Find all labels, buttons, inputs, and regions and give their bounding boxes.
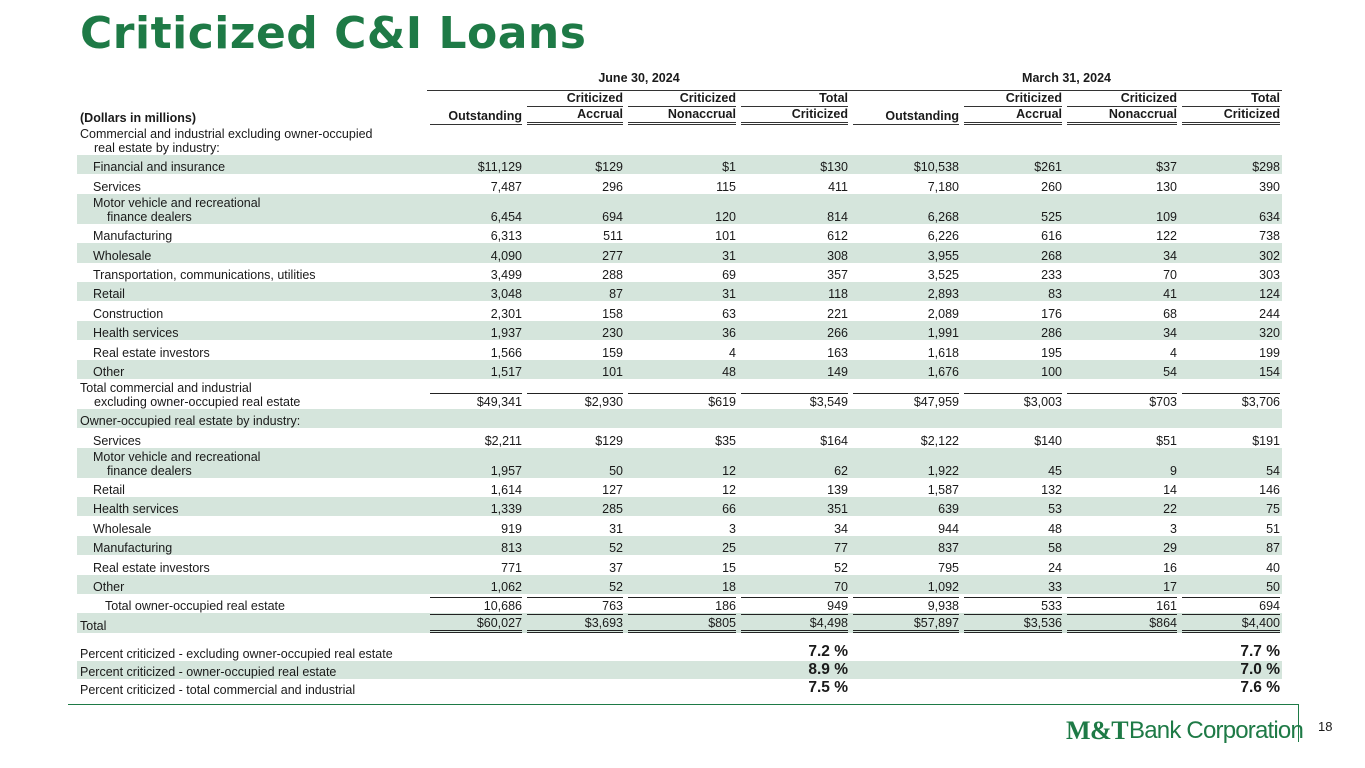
row-value: $11,129 bbox=[427, 155, 524, 174]
row-value: $298 bbox=[1179, 155, 1282, 174]
row-value: 308 bbox=[738, 243, 850, 262]
section-label: Commercial and industrial excluding owner-occupied real estate by industry: bbox=[80, 127, 373, 155]
row-value: 50 bbox=[1179, 575, 1282, 594]
row-value: 36 bbox=[625, 321, 738, 340]
row-value: 101 bbox=[715, 229, 736, 244]
row-value: 31 bbox=[625, 243, 738, 262]
row-value: 83 bbox=[961, 282, 1064, 301]
percent-row bbox=[77, 661, 1282, 679]
row-value: $2,211 bbox=[484, 433, 522, 448]
oo-total-row bbox=[77, 594, 1282, 613]
row-label: Total commercial and industrial excluding owner-occupied real estate bbox=[80, 380, 301, 409]
row-value: 158 bbox=[602, 306, 623, 321]
row-value: 52 bbox=[524, 536, 625, 555]
row-value: 159 bbox=[602, 345, 623, 360]
row-value: 6,226 bbox=[927, 229, 959, 244]
percent-row bbox=[77, 679, 1282, 697]
row-value: 9,938 bbox=[850, 594, 961, 613]
row-value: 3,499 bbox=[490, 267, 522, 282]
row-value: 9 bbox=[1064, 448, 1179, 478]
row-value: 120 bbox=[625, 194, 738, 224]
row-label: Services bbox=[93, 179, 141, 194]
row-value: 533 bbox=[961, 594, 1064, 613]
row-value: 54 bbox=[1064, 360, 1179, 379]
row-value: $35 bbox=[715, 433, 736, 448]
table-row bbox=[77, 243, 1282, 262]
row-value: 70 bbox=[1163, 267, 1177, 282]
row-value: 22 bbox=[1064, 497, 1179, 516]
row-value: 33 bbox=[961, 575, 1064, 594]
row-value: 139 bbox=[827, 483, 848, 498]
row-value: 285 bbox=[524, 497, 625, 516]
row-value: 525 bbox=[961, 194, 1064, 224]
row-value: 109 bbox=[1064, 194, 1179, 224]
row-value: 66 bbox=[625, 497, 738, 516]
row-value: 25 bbox=[625, 536, 738, 555]
row-value: $2,122 bbox=[920, 433, 959, 448]
row-value: 12 bbox=[722, 483, 736, 498]
row-value: 50 bbox=[524, 448, 625, 478]
row-value: 31 bbox=[609, 521, 623, 536]
percent-label: Percent criticized - excluding owner-occupied real estate bbox=[80, 646, 393, 661]
row-value: 1,517 bbox=[427, 360, 524, 379]
row-value: $4,400 bbox=[1179, 613, 1282, 632]
row-value: $864 bbox=[1064, 613, 1179, 632]
row-label: Retail bbox=[93, 483, 125, 498]
row-value: 1,062 bbox=[427, 575, 524, 594]
row-label: Retail bbox=[77, 282, 427, 301]
row-label: Motor vehicle and recreational finance dealers bbox=[77, 194, 427, 224]
table-row bbox=[77, 224, 1282, 243]
row-value: 944 bbox=[938, 521, 959, 536]
row-value: 268 bbox=[961, 243, 1064, 262]
table-row bbox=[77, 263, 1282, 282]
percent-value-march: 7.7 % bbox=[1240, 642, 1281, 660]
row-value: 18 bbox=[625, 575, 738, 594]
row-label: Other bbox=[77, 575, 427, 594]
row-value: 31 bbox=[625, 282, 738, 301]
row-value: 616 bbox=[1041, 229, 1062, 244]
table-row bbox=[77, 321, 1282, 340]
row-value: $3,706 bbox=[1179, 379, 1282, 409]
table-row bbox=[77, 360, 1282, 379]
col-crit-accrual-1: Criticized Accrual bbox=[524, 91, 625, 125]
row-value: 101 bbox=[524, 360, 625, 379]
column-header-row bbox=[77, 91, 1282, 125]
table-row bbox=[77, 340, 1282, 359]
row-value: 176 bbox=[1041, 306, 1062, 321]
row-label: Wholesale bbox=[93, 521, 152, 536]
table-row bbox=[77, 497, 1282, 516]
page-number: 18 bbox=[1318, 719, 1333, 734]
row-value: 69 bbox=[722, 267, 736, 282]
table-row bbox=[77, 194, 1282, 224]
row-label: Real estate investors bbox=[93, 560, 210, 575]
row-value: 3 bbox=[1170, 521, 1177, 536]
row-value: 24 bbox=[1048, 560, 1062, 575]
col-total-crit-1: Total Criticized bbox=[738, 91, 850, 125]
row-value: 3,955 bbox=[850, 243, 961, 262]
dollars-label: (Dollars in millions) bbox=[80, 111, 196, 125]
row-value: 1,566 bbox=[490, 345, 522, 360]
row-value: 17 bbox=[1064, 575, 1179, 594]
row-value: 303 bbox=[1259, 267, 1281, 282]
row-label: Services bbox=[93, 433, 141, 448]
row-value: 115 bbox=[716, 179, 736, 194]
col-outstanding-1: Outstanding bbox=[427, 91, 524, 125]
row-value: 612 bbox=[827, 229, 848, 244]
row-value: 511 bbox=[603, 229, 623, 244]
table-row bbox=[77, 155, 1282, 174]
row-value: 813 bbox=[427, 536, 524, 555]
row-value: $4,498 bbox=[738, 613, 850, 632]
row-value: 230 bbox=[524, 321, 625, 340]
row-value: 58 bbox=[961, 536, 1064, 555]
row-value: 795 bbox=[938, 560, 959, 575]
period-june-2024: June 30, 2024 bbox=[427, 66, 850, 91]
row-value: 16 bbox=[1163, 560, 1177, 575]
row-value: 266 bbox=[738, 321, 850, 340]
table-row bbox=[77, 174, 1282, 193]
row-value: 2,893 bbox=[850, 282, 961, 301]
row-value: 132 bbox=[1041, 483, 1062, 498]
row-value: $49,341 bbox=[427, 379, 524, 409]
row-value: 146 bbox=[1259, 483, 1281, 498]
table-row bbox=[77, 448, 1282, 478]
row-value: 6,454 bbox=[427, 194, 524, 224]
row-value: 12 bbox=[625, 448, 738, 478]
table-row bbox=[77, 555, 1282, 574]
period-header-row bbox=[77, 66, 1282, 91]
row-value: 1,614 bbox=[490, 483, 522, 498]
row-value: 7,487 bbox=[490, 179, 522, 194]
col-crit-nonaccrual-2: Criticized Nonaccrual bbox=[1064, 91, 1179, 125]
row-value: 37 bbox=[609, 560, 623, 575]
percent-value-march: 7.6 % bbox=[1240, 678, 1281, 696]
row-value: 75 bbox=[1179, 497, 1282, 516]
row-value: 221 bbox=[827, 306, 848, 321]
col-outstanding-2: Outstanding bbox=[850, 91, 961, 125]
row-value: 199 bbox=[1259, 345, 1281, 360]
row-value: 48 bbox=[625, 360, 738, 379]
row-value: 2,301 bbox=[490, 306, 522, 321]
row-value: 52 bbox=[524, 575, 625, 594]
row-value: 1,957 bbox=[427, 448, 524, 478]
row-value: 949 bbox=[738, 594, 850, 613]
table-row bbox=[77, 428, 1282, 447]
col-total-crit-2: Total Criticized bbox=[1179, 91, 1282, 125]
row-value: 639 bbox=[850, 497, 961, 516]
row-value: 6,313 bbox=[490, 229, 522, 244]
row-value: $3,549 bbox=[738, 379, 850, 409]
percent-row bbox=[77, 643, 1282, 661]
row-value: 4 bbox=[1170, 345, 1177, 360]
section-label-row bbox=[77, 125, 1282, 155]
row-value: $3,003 bbox=[961, 379, 1064, 409]
row-label: Total owner-occupied real estate bbox=[105, 599, 285, 614]
row-value: 87 bbox=[1179, 536, 1282, 555]
row-value: 63 bbox=[722, 306, 736, 321]
percent-value-march: 7.0 % bbox=[1179, 661, 1282, 679]
row-value: 837 bbox=[850, 536, 961, 555]
table-row bbox=[77, 536, 1282, 555]
row-label: Financial and insurance bbox=[77, 155, 427, 174]
row-value: $3,693 bbox=[524, 613, 625, 632]
row-value: 6,268 bbox=[850, 194, 961, 224]
company-logo: M&T Bank Corporation bbox=[1066, 716, 1304, 745]
row-value: 763 bbox=[524, 594, 625, 613]
row-value: 1,339 bbox=[427, 497, 524, 516]
row-value: 154 bbox=[1179, 360, 1282, 379]
row-value: 48 bbox=[1048, 521, 1062, 536]
row-value: $47,959 bbox=[850, 379, 961, 409]
row-value: $191 bbox=[1252, 433, 1281, 448]
row-label: Manufacturing bbox=[93, 229, 173, 244]
row-value: 100 bbox=[961, 360, 1064, 379]
row-value: 286 bbox=[961, 321, 1064, 340]
row-value: $164 bbox=[820, 433, 848, 448]
row-value: 3,525 bbox=[927, 267, 959, 282]
row-value: $805 bbox=[625, 613, 738, 632]
row-value: 51 bbox=[1266, 521, 1281, 536]
row-value: 1,991 bbox=[850, 321, 961, 340]
table-row bbox=[77, 575, 1282, 594]
row-value: $1 bbox=[625, 155, 738, 174]
row-value: 130 bbox=[1156, 179, 1177, 194]
row-value: 260 bbox=[1041, 179, 1062, 194]
section-label: Owner-occupied real estate by industry: bbox=[77, 409, 427, 428]
row-value: 15 bbox=[722, 560, 736, 575]
row-value: $60,027 bbox=[427, 613, 524, 632]
row-label: Real estate investors bbox=[93, 345, 210, 360]
row-value: 1,922 bbox=[850, 448, 961, 478]
row-value: 77 bbox=[738, 536, 850, 555]
footer-divider bbox=[68, 704, 1298, 705]
row-label: Transportation, communications, utilities bbox=[93, 267, 316, 282]
row-value: 2,089 bbox=[927, 306, 959, 321]
row-value: 52 bbox=[834, 560, 848, 575]
row-value: 118 bbox=[738, 282, 850, 301]
row-value: 10,686 bbox=[427, 594, 524, 613]
row-value: 1,937 bbox=[427, 321, 524, 340]
row-value: 54 bbox=[1179, 448, 1282, 478]
row-value: $129 bbox=[524, 155, 625, 174]
row-value: 296 bbox=[602, 179, 623, 194]
row-value: 7,180 bbox=[927, 179, 959, 194]
row-value: 357 bbox=[827, 267, 848, 282]
row-value: $3,536 bbox=[961, 613, 1064, 632]
row-label: Health services bbox=[77, 497, 427, 516]
row-value: 14 bbox=[1163, 483, 1177, 498]
row-value: 1,618 bbox=[927, 345, 959, 360]
row-value: 45 bbox=[961, 448, 1064, 478]
spacer-row bbox=[77, 633, 1282, 643]
row-value: 163 bbox=[827, 345, 848, 360]
row-value: 320 bbox=[1179, 321, 1282, 340]
row-value: 34 bbox=[1064, 243, 1179, 262]
row-value: $129 bbox=[595, 433, 623, 448]
row-value: 124 bbox=[1179, 282, 1282, 301]
row-value: $10,538 bbox=[850, 155, 961, 174]
percent-label: Percent criticized - total commercial and industrial bbox=[80, 682, 356, 697]
row-value: $703 bbox=[1064, 379, 1179, 409]
ci-total-row bbox=[77, 379, 1282, 409]
row-label: Manufacturing bbox=[77, 536, 427, 555]
col-crit-accrual-2: Criticized Accrual bbox=[961, 91, 1064, 125]
row-value: 62 bbox=[738, 448, 850, 478]
row-value: 186 bbox=[625, 594, 738, 613]
row-value: 288 bbox=[602, 267, 623, 282]
row-value: 40 bbox=[1266, 560, 1281, 575]
row-label: Total bbox=[77, 613, 427, 632]
row-value: $261 bbox=[961, 155, 1064, 174]
row-value: 634 bbox=[1179, 194, 1282, 224]
page-title: Criticized C&I Loans bbox=[80, 8, 587, 59]
row-value: 161 bbox=[1064, 594, 1179, 613]
percent-value-june: 8.9 % bbox=[738, 661, 850, 679]
row-value: 34 bbox=[834, 521, 848, 536]
percent-value-june: 7.2 % bbox=[808, 642, 848, 660]
row-value: 351 bbox=[738, 497, 850, 516]
section-label-row bbox=[77, 409, 1282, 428]
row-value: 694 bbox=[1179, 594, 1282, 613]
row-value: 814 bbox=[738, 194, 850, 224]
row-value: 738 bbox=[1259, 229, 1281, 244]
logo-separator bbox=[1298, 704, 1299, 742]
row-value: 4,090 bbox=[427, 243, 524, 262]
row-value: 68 bbox=[1163, 306, 1177, 321]
row-value: $140 bbox=[1034, 433, 1062, 448]
row-value: 1,092 bbox=[850, 575, 961, 594]
col-crit-nonaccrual-1: Criticized Nonaccrual bbox=[625, 91, 738, 125]
row-value: 3,048 bbox=[427, 282, 524, 301]
row-value: 390 bbox=[1259, 179, 1281, 194]
row-value: 41 bbox=[1064, 282, 1179, 301]
row-value: 3 bbox=[729, 521, 736, 536]
percent-label: Percent criticized - owner-occupied real estate bbox=[77, 661, 427, 679]
row-value: 122 bbox=[1156, 229, 1177, 244]
row-value: 411 bbox=[828, 179, 848, 194]
row-value: 771 bbox=[501, 560, 522, 575]
row-value: 34 bbox=[1064, 321, 1179, 340]
table-row bbox=[77, 301, 1282, 320]
table-row bbox=[77, 516, 1282, 535]
percent-value-june: 7.5 % bbox=[808, 678, 848, 696]
row-value: 302 bbox=[1179, 243, 1282, 262]
row-value: 694 bbox=[524, 194, 625, 224]
row-value: 127 bbox=[602, 483, 623, 498]
row-value: 244 bbox=[1259, 306, 1281, 321]
row-value: 277 bbox=[524, 243, 625, 262]
grand-total-row bbox=[77, 613, 1282, 632]
criticized-loans-table bbox=[77, 66, 1282, 697]
row-value: $2,930 bbox=[524, 379, 625, 409]
row-label: Wholesale bbox=[77, 243, 427, 262]
row-value: 919 bbox=[501, 521, 522, 536]
table-row bbox=[77, 478, 1282, 497]
row-label: Motor vehicle and recreational finance dealers bbox=[77, 448, 427, 478]
row-label: Other bbox=[77, 360, 427, 379]
row-value: 233 bbox=[1041, 267, 1062, 282]
row-value: 70 bbox=[738, 575, 850, 594]
row-value: $57,897 bbox=[850, 613, 961, 632]
row-value: 53 bbox=[961, 497, 1064, 516]
row-value: 195 bbox=[1041, 345, 1062, 360]
period-march-2024: March 31, 2024 bbox=[850, 66, 1282, 91]
row-value: $619 bbox=[625, 379, 738, 409]
row-label: Health services bbox=[77, 321, 427, 340]
row-value: 1,676 bbox=[850, 360, 961, 379]
row-value: 87 bbox=[524, 282, 625, 301]
row-value: 1,587 bbox=[927, 483, 959, 498]
row-value: $37 bbox=[1064, 155, 1179, 174]
row-value: 149 bbox=[738, 360, 850, 379]
row-value: 4 bbox=[729, 345, 736, 360]
row-label: Construction bbox=[93, 306, 164, 321]
table-row bbox=[77, 282, 1282, 301]
row-value: $51 bbox=[1156, 433, 1177, 448]
row-value: $130 bbox=[738, 155, 850, 174]
row-value: 29 bbox=[1064, 536, 1179, 555]
